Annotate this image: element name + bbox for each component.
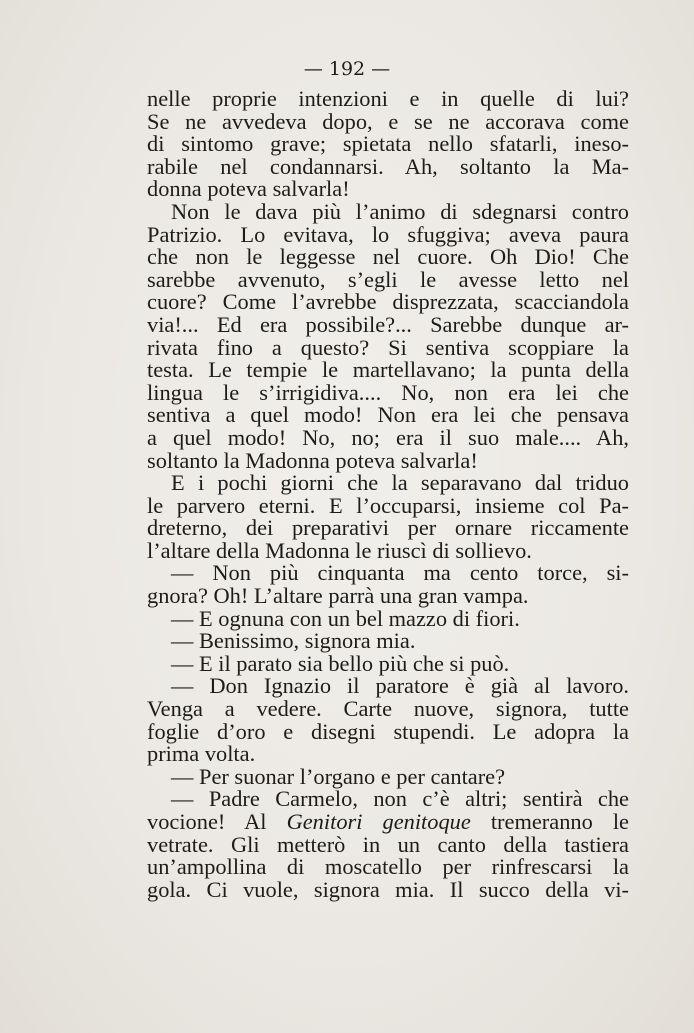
text-line: — Don Ignazio il paratore è già al lavoro.: [171, 673, 629, 699]
text-line: dreterno, dei preparativi per ornare riccamente: [147, 515, 629, 541]
text-line: — Non più cinquanta ma cento torce, si-: [171, 560, 629, 586]
text-segment: vocione! Al: [147, 809, 287, 834]
text-line: soltanto la Madonna poteva salvarla!: [147, 447, 478, 473]
text-line: di sintomo grave; spietata nello sfatarli, ineso-: [147, 131, 629, 157]
text-line: [147, 811, 629, 834]
text-line: le parvero eterni. E l’occuparsi, insieme col Pa-: [147, 492, 629, 518]
text-line: — E ognuna con un bel mazzo di fiori.: [171, 605, 520, 631]
text-line: — E il parato sia bello più che si può.: [171, 650, 510, 676]
text-line: vetrate. Gli metterò in un canto della tastiera: [147, 831, 629, 857]
text-line: cuore? Come l’avrebbe disprezzata, scacciandola: [147, 289, 629, 315]
page-number: — 192 —: [303, 58, 391, 80]
text-line: — Padre Carmelo, non c’è altri; sentirà che: [171, 786, 629, 812]
text-line: Patrizio. Lo evitava, lo sfuggiva; aveva paura: [147, 221, 629, 247]
italic-phrase: Genitori genitoque: [286, 809, 471, 834]
text-line: nelle proprie intenzioni e in quelle di lui?: [147, 86, 629, 111]
text-line: — Per suonar l’organo e per cantare?: [171, 763, 506, 789]
text-line: a quel modo! No, no; era il suo male.... Ah,: [147, 424, 629, 450]
text-line: donna poteva salvarla!: [147, 176, 350, 202]
text-segment: tremeranno le: [470, 809, 629, 834]
text-line: rivata fino a questo? Si sentiva scoppiare la: [147, 334, 629, 360]
text-line: gola. Ci vuole, signora mia. Il succo della vi-: [147, 876, 629, 902]
text-line: — Benissimo, signora mia.: [171, 628, 416, 654]
text-line: foglie d’oro e disegni stupendi. Le adopra la: [147, 718, 629, 744]
text-line: prima volta.: [147, 741, 256, 767]
text-line: E i pochi giorni che la separavano dal triduo: [171, 470, 629, 496]
text-line: Se ne avvedeva dopo, e se ne accorava come: [147, 108, 629, 134]
text-line: l’altare della Madonna le riuscì di sollievo.: [147, 537, 532, 563]
text-line: Non le dava più l’animo di sdegnarsi contro: [171, 198, 629, 224]
text-line: via!... Ed era possibile?... Sarebbe dunque ar-: [147, 311, 629, 337]
text-line: rabile nel condannarsi. Ah, soltanto la Ma-: [147, 153, 629, 179]
text-line: gnora? Oh! L’altare parrà una gran vampa.: [147, 583, 529, 609]
body-text: [147, 88, 629, 901]
text-line: sarebbe avvenuto, s’egli le avesse letto nel: [147, 266, 629, 292]
text-line: che non le leggesse nel cuore. Oh Dio! Che: [147, 244, 629, 270]
text-line: lingua le s’irrigidiva.... No, non era lei che: [147, 379, 629, 405]
text-line: testa. Le tempie le martellavano; la punta della: [147, 357, 629, 383]
text-line: sentiva a quel modo! Non era lei che pensava: [147, 402, 629, 428]
text-line: Venga a vedere. Carte nuove, signora, tutte: [147, 696, 629, 722]
text-line: un’ampollina di moscatello per rinfrescarsi la: [147, 854, 629, 880]
